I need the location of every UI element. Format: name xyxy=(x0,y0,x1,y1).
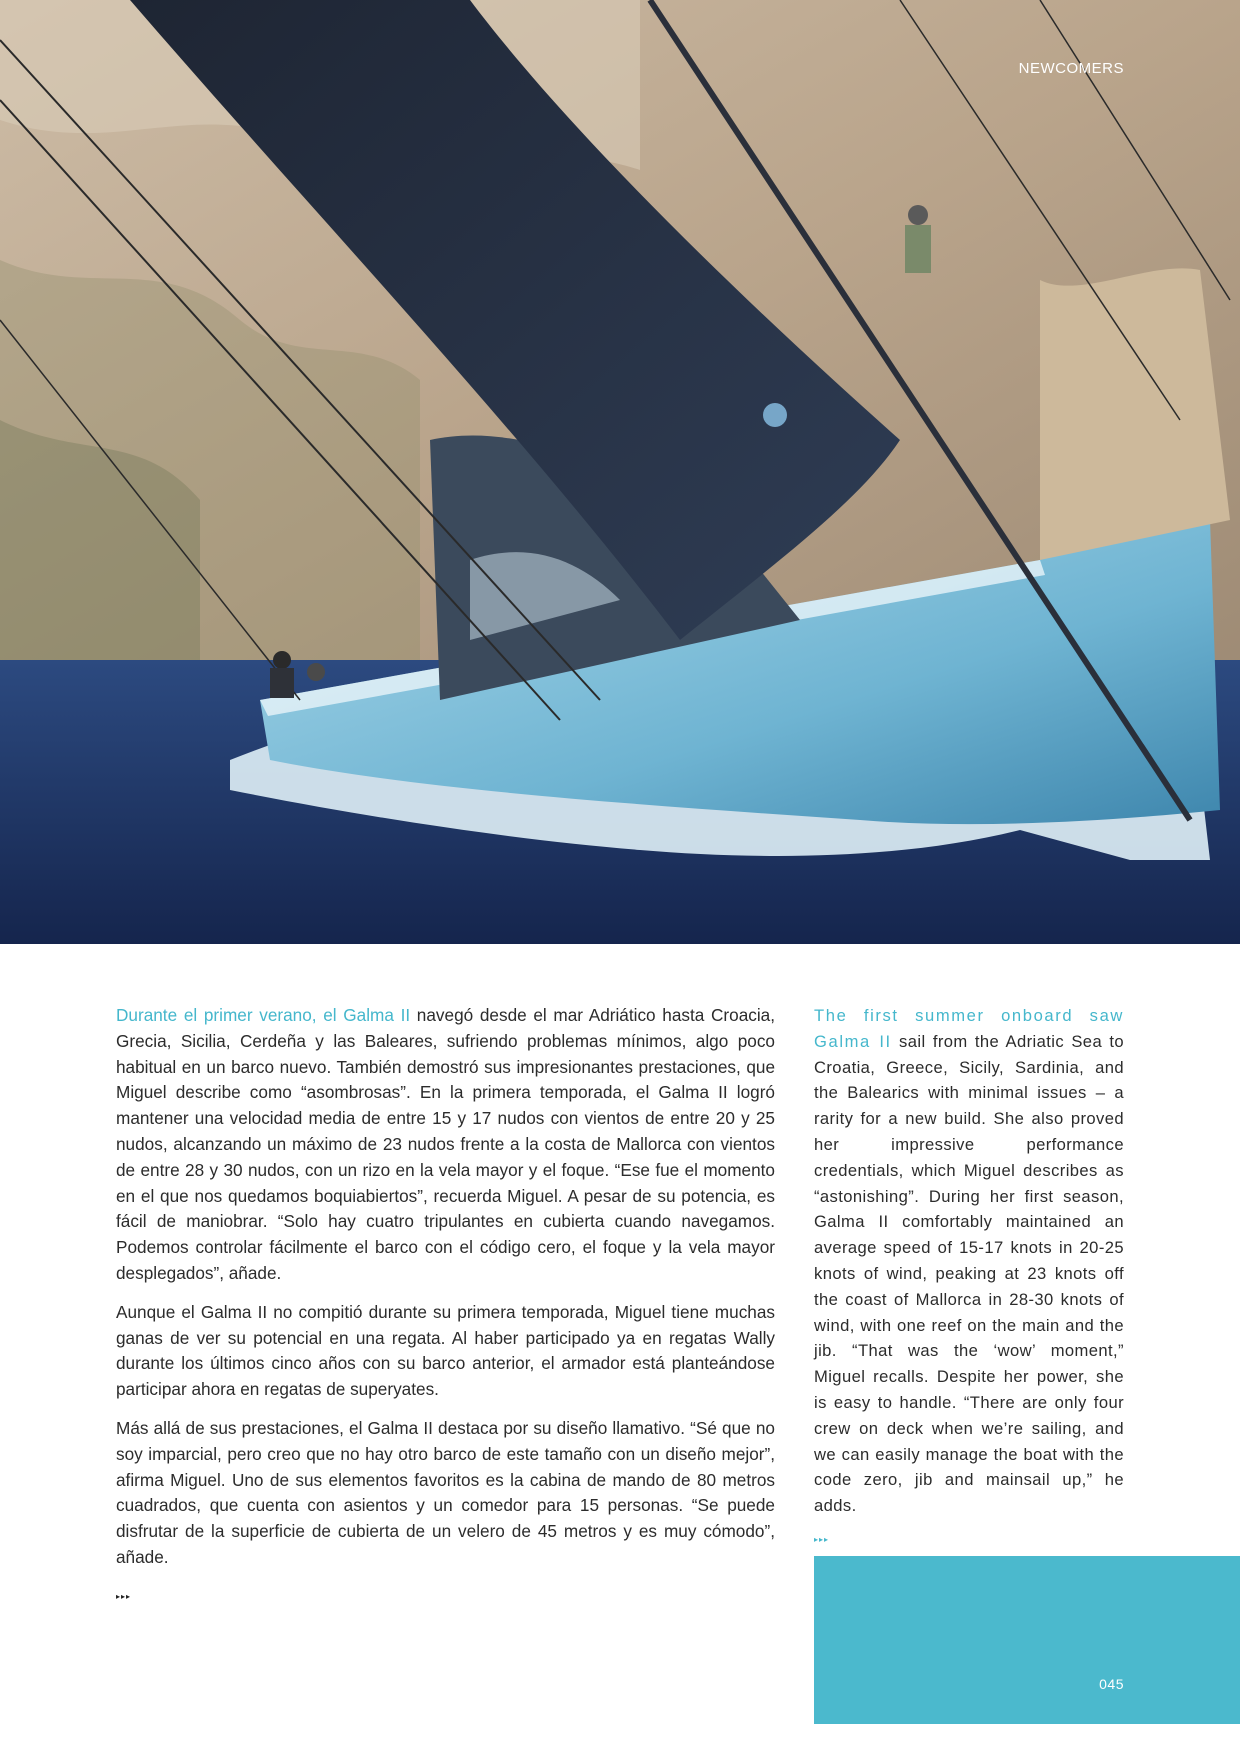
english-paragraph-text: sail from the Adriatic Sea to Croatia, Greece, Sicily, Sardinia, and the Balearics with minimal issues – a rarity for a new build. She also proved her impressive performance credentials, which Miguel describes as “astonishing”. During her first season, Galma II comfortably maintained an average speed of 15-17 knots in 20-25 knots of wind, peaking at 23 knots off the coast of Mallorca in 28-30 knots of wind, with one reef on the main and the jib. “That was the ‘wow’ moment,” Miguel recalls. Despite her power, she is easy to handle. “There are only four crew on deck when we’re sailing, and we can easily manage the boat with the code zero, jib and mainsail up,” he adds. xyxy=(814,1031,1124,1516)
english-paragraph xyxy=(814,1003,1124,1519)
page-number: 045 xyxy=(1099,1676,1124,1692)
continue-arrows-icon: ▸▸▸ xyxy=(116,1591,132,1601)
section-label: NEWCOMERS xyxy=(1018,60,1124,77)
spanish-paragraph-2: Aunque el Galma II no compitió durante su primera temporada, Miguel tiene muchas ganas de ver su potencial en una regata. Al haber participado ya en regatas Wally durante los últimos cinco años con su barco anterior, el armador está planteándose participar ahora en regatas de superyates. xyxy=(116,1301,775,1400)
teal-color-block xyxy=(814,1556,1240,1724)
spanish-paragraph-1 xyxy=(116,1003,775,1287)
continue-arrows-icon: ▸▸▸ xyxy=(814,1534,830,1544)
spanish-column xyxy=(116,1003,775,1610)
english-column xyxy=(814,1003,1124,1553)
english-lead: The first summer onboard saw Galma II xyxy=(814,1006,1124,1051)
spanish-paragraph-3: Más allá de sus prestaciones, el Galma II destaca por su diseño llamativo. “Sé que no soy imparcial, pero creo que no hay otro barco de este tamaño con un diseño mejor”, afirma Miguel. Uno de sus elementos favoritos es la cabina de mando de 80 metros cuadrados, que cuenta con asientos y un comedor para 15 personas. “Se puede disfrutar de la superficie de cubierta de un velero de 45 metros y es muy cómodo”, añade. xyxy=(116,1417,775,1567)
spanish-paragraph-1-text: navegó desde el mar Adriático hasta Croacia, Grecia, Sicilia, Cerdeña y las Baleares, sufriendo problemas mínimos, algo poco habitual en un barco nuevo. También demostró sus impresionantes prestaciones, que Miguel describe como “asombrosas”. En la primera temporada, el Galma II logró mantener una velocidad media de entre 15 y 17 nudos con vientos de entre 20 y 25 nudos, alcanzando un máximo de 23 nudos frente a la costa de Mallorca con vientos de entre 28 y 30 nudos, con un rizo en la vela mayor y el foque. “Ese fue el momento en el que nos quedamos boquiabiertos”, recuerda Miguel. A pesar de su potencia, es fácil de maniobrar. “Solo hay cuatro tripulantes en cubierta cuando navegamos. Podemos controlar fácilmente el barco con el código cero, el foque y la vela mayor desplegados”, añade. xyxy=(116,1005,775,1283)
spanish-lead: Durante el primer verano, el Galma II xyxy=(116,1005,411,1025)
